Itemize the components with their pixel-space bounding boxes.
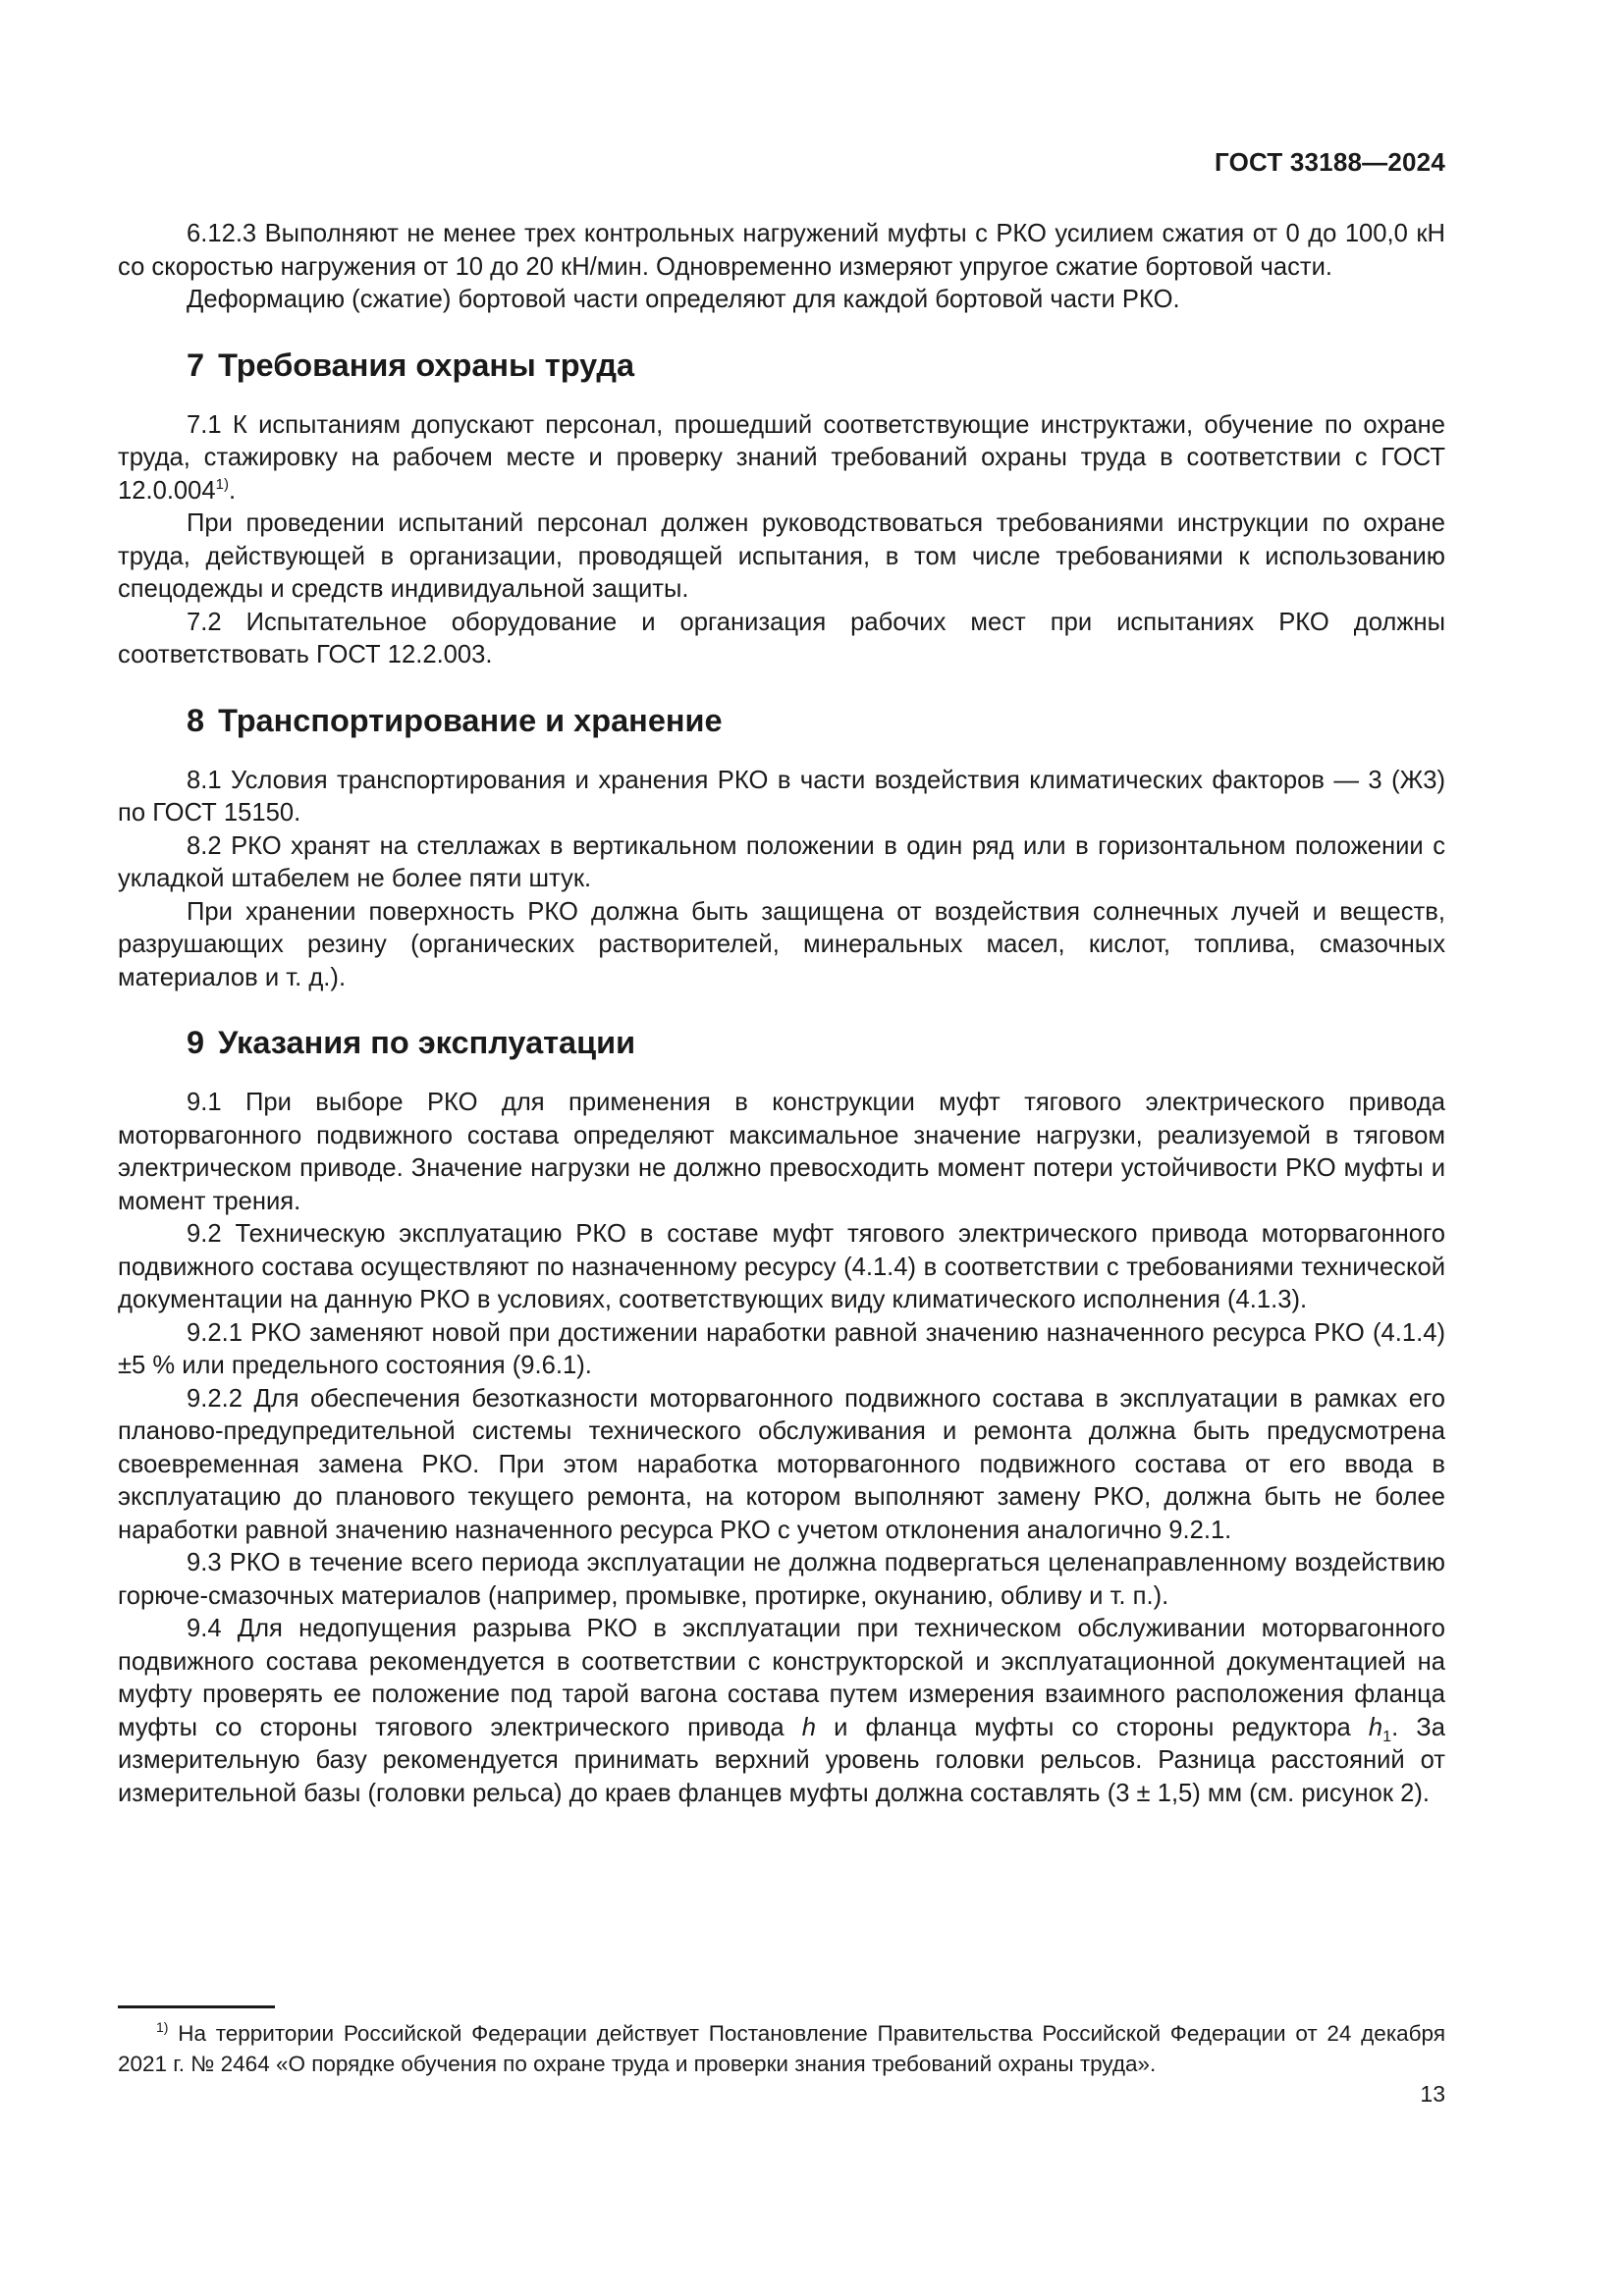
paragraph-7-1-end: . — [228, 476, 237, 505]
footnote-1 — [118, 2018, 1445, 2079]
paragraph-7-1 — [118, 409, 1445, 508]
page-number: 13 — [1420, 2081, 1445, 2107]
paragraph-9-4 — [118, 1613, 1445, 1810]
footnote-1-text: На территории Российской Федерации действует Постановление Правительства Российской Федерации от 24 декабря 2021 г. № 2464 «О порядке обучения по охране труда и проверки знания требований охраны труда». — [118, 2021, 1445, 2076]
document-body — [118, 218, 1445, 1810]
paragraph-9-4-part-c: . За измерительную базу рекомендуется принимать верхний уровень головки рельсов. Разница расстояний от измерительной базы (головки рельса) до краев фланцев муфты должна составлять (3 ± 1,5) мм (см. рисунок 2). — [118, 1713, 1445, 1807]
document-code-header: ГОСТ 33188—2024 — [1215, 147, 1445, 177]
paragraph-9-2-1: 9.2.1 РКО заменяют новой при достижении наработки равной значению назначенного ресурса РКО (4.1.4) ±5 % или предельного состояния (9.6.1). — [118, 1318, 1445, 1379]
paragraph-9-4-part-b: и фланца муфты со стороны редуктора — [815, 1713, 1369, 1741]
symbol-h1-subscript: 1 — [1382, 1728, 1392, 1745]
section-8-title: Транспортирование и хранение — [218, 702, 723, 738]
paragraph-9-3: 9.3 РКО в течение всего периода эксплуатации не должна подвергаться целенаправленному воздействию горюче-смазочных материалов (например, промывке, протирке, окунанию, обливу и т. п.). — [118, 1549, 1445, 1610]
paragraph-8-2-storage: При хранении поверхность РКО должна быть защищена от воздействия солнечных лучей и веществ, разрушающих резину (органических растворителей, минеральных масел, кислот, топлива, смазочных материалов и т. д.). — [118, 897, 1445, 991]
symbol-h1: h — [1368, 1713, 1383, 1741]
section-7-title: Требования охраны труда — [218, 347, 635, 383]
section-8-heading — [118, 701, 1445, 740]
footnotes — [118, 2018, 1445, 2079]
section-7-number: 7 — [187, 347, 205, 383]
document-page — [118, 0, 1445, 2296]
paragraph-7-1-text: 7.1 К испытаниям допускают персонал, прошедший соответствующие инструктажи, обучение по охране труда, стажировку на рабочем месте и проверку знаний требований охраны труда в соответствии с ГОСТ 12.0.004 — [118, 410, 1445, 505]
paragraph-7-1-personnel: При проведении испытаний персонал должен руководствоваться требованиями инструкции по охране труда, действующей в организации, проводящей испытания, в том числе требованиями к использованию спецодежды и средств индивидуальной защиты. — [118, 509, 1445, 603]
footnote-reference: 1) — [215, 475, 229, 493]
paragraph-9-1: 9.1 При выборе РКО для применения в конструкции муфт тягового электрического привода моторвагонного подвижного состава определяют максимальное значение нагрузки, реализуемой в тяговом электрическом приводе. Значение нагрузки не должно превосходить момент потери устойчивости РКО муфты и момент трения. — [118, 1089, 1445, 1215]
paragraph-6-12-3: 6.12.3 Выполняют не менее трех контрольных нагружений муфты с РКО усилием сжатия от 0 до 100,0 кН со скоростью нагружения от 10 до 20 кН/мин. Одновременно измеряют упругое сжатие бортовой части. — [118, 220, 1445, 281]
paragraph-8-2: 8.2 РКО хранят на стеллажах в вертикальном положении в один ряд или в горизонтальном положении с укладкой штабелем не более пяти штук. — [118, 831, 1445, 892]
paragraph-9-2-2: 9.2.2 Для обеспечения безотказности моторвагонного подвижного состава в эксплуатации в рамках его планово-предупредительной системы технического обслуживания и ремонта должна быть предусмотрена своевременная замена РКО. При этом наработка моторвагонного подвижного состава от его ввода в эксплуатацию до планового текущего ремонта, на котором выполняют замену РКО, должна быть не более наработки равной значению назначенного ресурса РКО с учетом отклонения аналогично 9.2.1. — [118, 1384, 1445, 1544]
paragraph-9-4-part-a: 9.4 Для недопущения разрыва РКО в эксплуатации при техническом обслуживании моторвагонного подвижного состава рекомендуется в соответствии с конструкторской и эксплуатационной документацией на муфту проверять ее положение под тарой вагона состава путем измерения взаимного расположения фланца муфты со стороны тягового электрического привода — [118, 1615, 1445, 1741]
paragraph-7-2: 7.2 Испытательное оборудование и организация рабочих мест при испытаниях РКО должны соответствовать ГОСТ 12.2.003. — [118, 608, 1445, 668]
paragraph-9-2: 9.2 Техническую эксплуатацию РКО в составе муфт тягового электрического привода моторвагонного подвижного состава осуществляют по назначенному ресурсу (4.1.4) в соответствии с требованиями технической документации на данную РКО в условиях, соответствующих виду климатического исполнения (4.1.3). — [118, 1220, 1445, 1313]
symbol-h: h — [801, 1713, 816, 1741]
paragraph-8-1: 8.1 Условия транспортирования и хранения РКО в части воздействия климатических факторов — 3 (Ж3) по ГОСТ 15150. — [118, 766, 1445, 827]
section-9-number: 9 — [187, 1025, 205, 1060]
section-9-title: Указания по эксплуатации — [218, 1025, 636, 1060]
section-8-number: 8 — [187, 702, 205, 738]
footnote-divider — [118, 2005, 275, 2008]
section-9-heading — [118, 1023, 1445, 1062]
footnote-1-marker: 1) — [156, 2019, 169, 2035]
paragraph-6-12-3-deformation: Деформацию (сжатие) бортовой части определяют для каждой бортовой части РКО. — [187, 286, 1180, 313]
section-7-heading — [118, 346, 1445, 385]
